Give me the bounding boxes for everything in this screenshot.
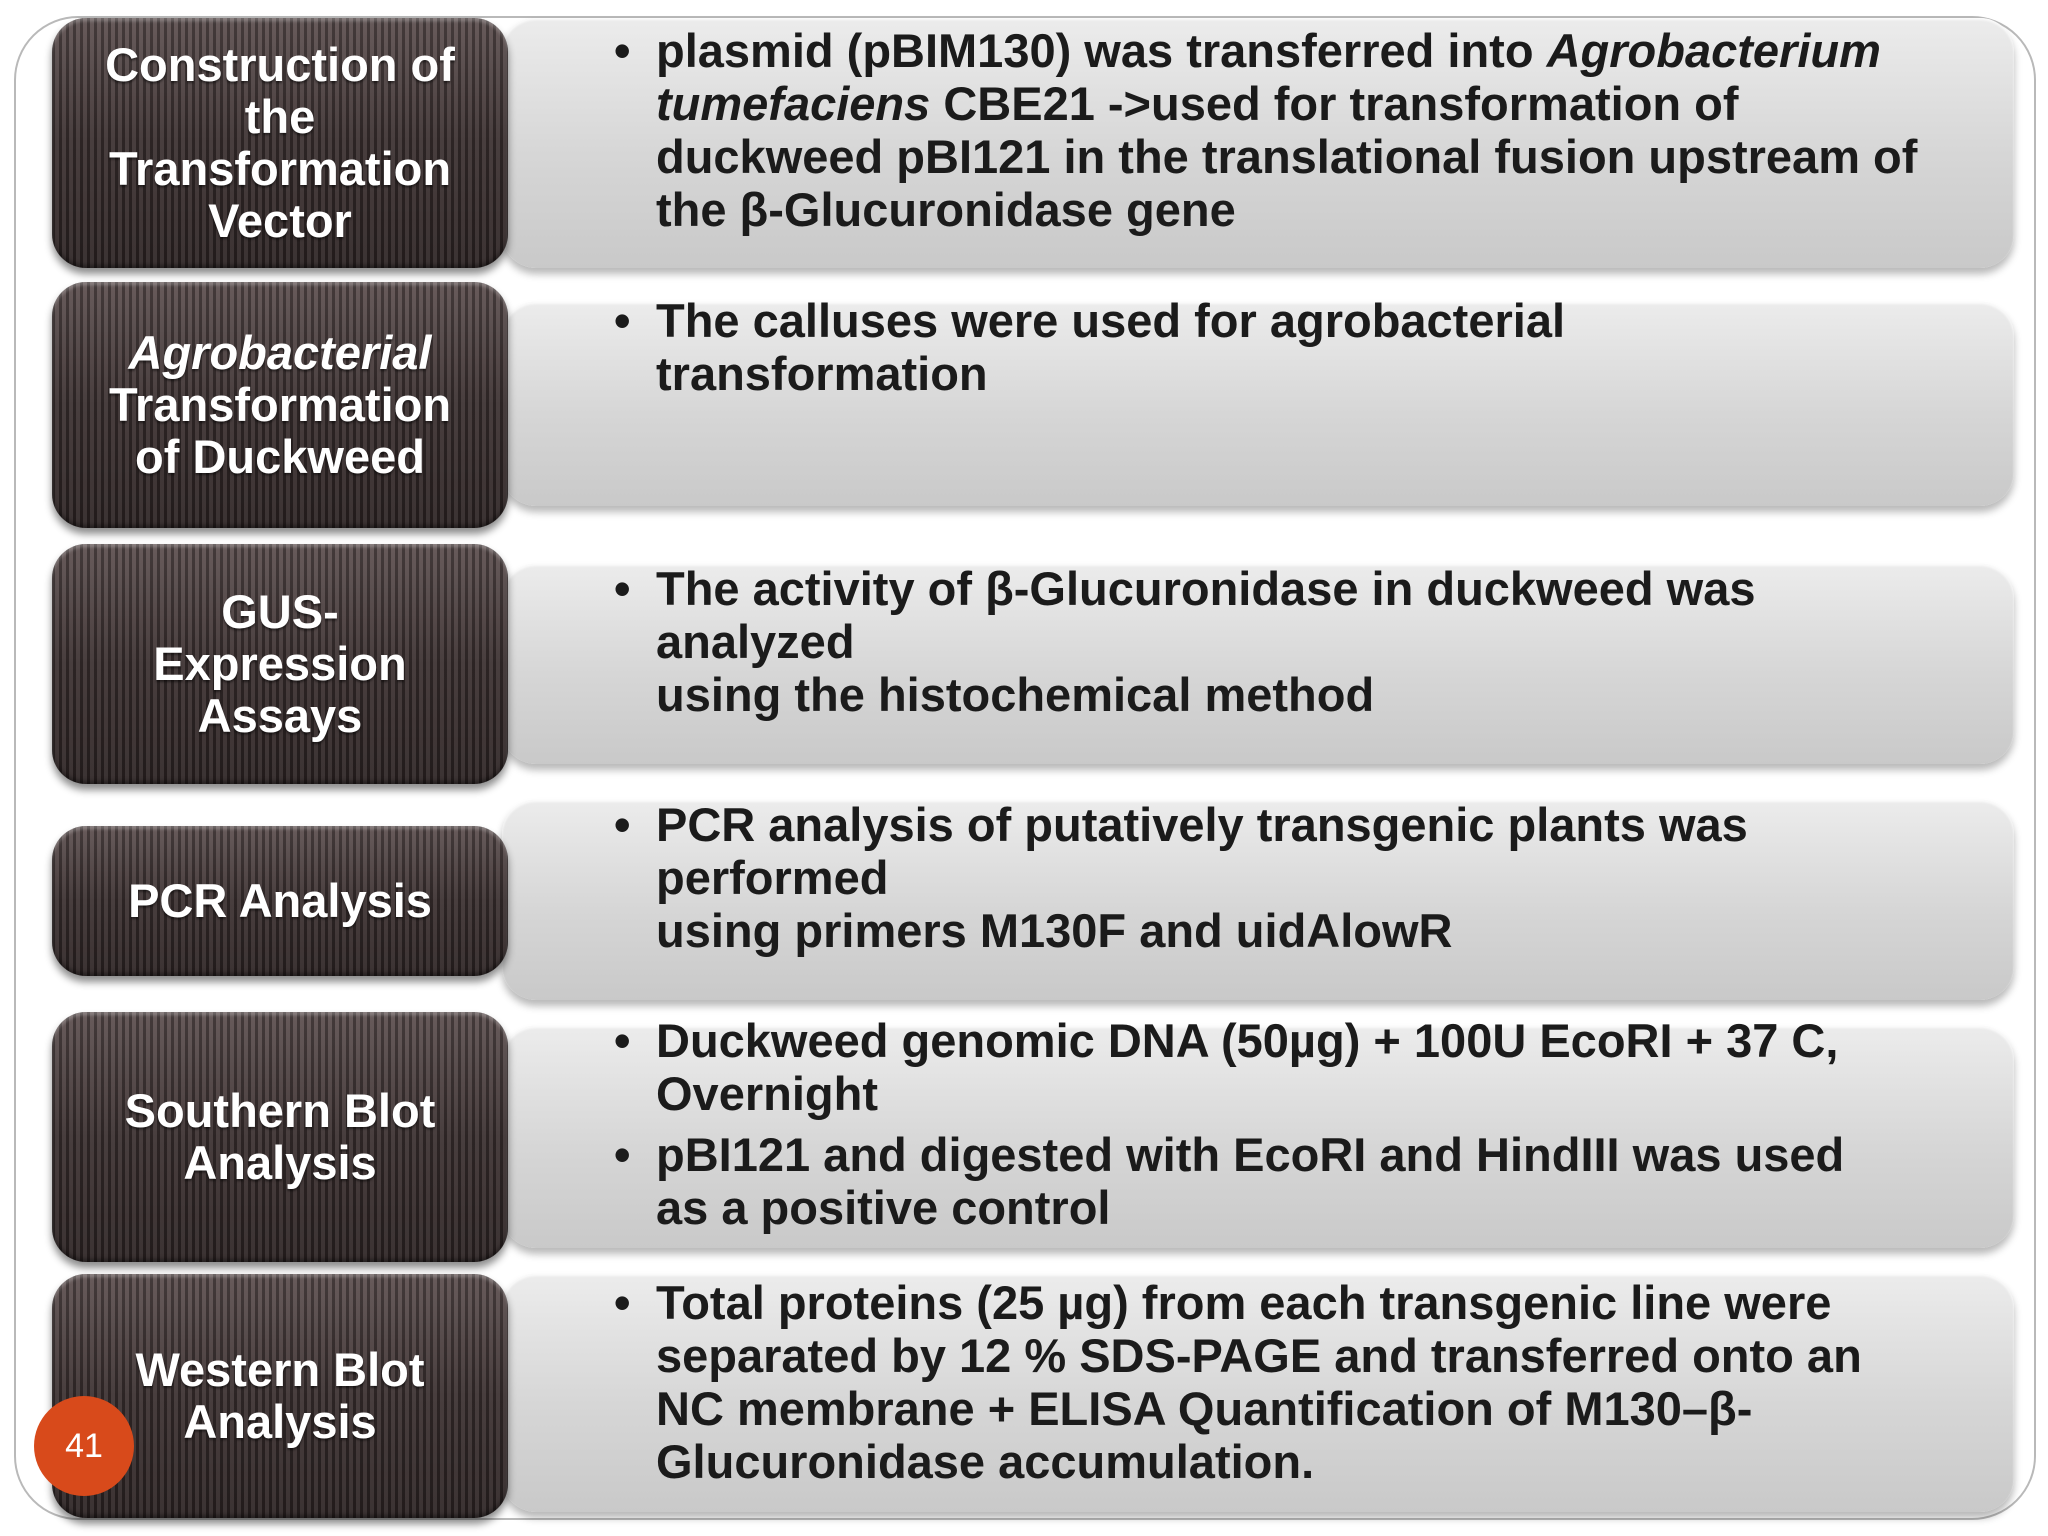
bullet-list: [614, 24, 1954, 244]
bullet-dot-icon: •: [614, 562, 631, 615]
row-label-line: Transformation: [108, 142, 452, 195]
bullet-dot-icon: •: [614, 294, 631, 347]
row-label-line: the: [244, 90, 316, 143]
row-construction: [52, 18, 2014, 268]
row-label: [52, 1274, 508, 1518]
bullet-dot-icon: •: [614, 1014, 631, 1067]
row-label: [52, 544, 508, 784]
row-label-line: Agrobacterial: [128, 326, 432, 379]
bullet-line: separated by 12 % SDS-PAGE and transferred onto an: [656, 1329, 1862, 1382]
bullet-item: [614, 1276, 1954, 1488]
bullet-line: as a positive control: [656, 1181, 1111, 1234]
bullet-dot-icon: •: [614, 24, 631, 77]
bullet-dot-icon: •: [614, 1128, 631, 1181]
bullet-list: [614, 562, 1954, 729]
slide-number-badge: 41: [34, 1396, 134, 1496]
bullet-line: performed: [656, 851, 889, 904]
bullet-line: Total proteins (25 µg) from each transgenic line were: [656, 1276, 1832, 1329]
row-label-line: Southern Blot: [124, 1084, 436, 1137]
bullet-line: Overnight: [656, 1067, 878, 1120]
bullet-item: [614, 562, 1954, 721]
row-label-line: PCR Analysis: [128, 874, 432, 927]
row-western-blot: [52, 1274, 2014, 1518]
bullet-item: [614, 1128, 1954, 1234]
bullet-item: [614, 1014, 1954, 1120]
row-label-line: Analysis: [183, 1136, 377, 1189]
bullet-line: The activity of β-Glucuronidase in duckweed was: [656, 562, 1756, 615]
row-agrobacterial: [52, 282, 2014, 528]
row-label-line: of Duckweed: [135, 430, 425, 483]
bullet-line: The calluses were used for agrobacterial: [656, 294, 1566, 347]
bullet-line: transformation: [656, 347, 988, 400]
bullet-item: [614, 24, 1954, 236]
row-pcr: [52, 800, 2014, 1000]
bullet-line: Duckweed genomic DNA (50µg) + 100U EcoRI + 37 C,: [656, 1014, 1839, 1067]
row-gus-expression: [52, 544, 2014, 784]
bullet-line: PCR analysis of putatively transgenic plants was: [656, 798, 1748, 851]
bullet-list: [614, 1276, 1954, 1496]
bullet-list: [614, 294, 1954, 408]
bullet-list: [614, 1014, 1954, 1242]
bullet-item: [614, 294, 1954, 400]
bullet-list: [614, 798, 1954, 965]
bullet-line: pBI121 and digested with EcoRI and HindIII was used: [656, 1128, 1845, 1181]
bullet-text: plasmid (pBIM130) was transferred into Agrobacterium tumefaciens CBE21 ->used for transformation of duckweed pBI121 in the translational fusion upstream of the β-Glucuronidase gene: [656, 24, 1918, 236]
row-label-line: Western Blot: [135, 1343, 425, 1396]
row-label-line: GUS-: [221, 585, 339, 638]
bullet-item: [614, 798, 1954, 957]
row-label-line: Transformation: [108, 378, 452, 431]
row-label-line: Vector: [208, 194, 352, 247]
bullet-line: using the histochemical method: [656, 668, 1375, 721]
row-label-line: Construction of: [105, 38, 455, 91]
row-label-line: Expression: [153, 637, 407, 690]
bullet-line: Glucuronidase accumulation.: [656, 1435, 1315, 1488]
bullet-line: using primers M130F and uidAlowR: [656, 904, 1453, 957]
bullet-line: analyzed: [656, 615, 855, 668]
bullet-dot-icon: •: [614, 1276, 631, 1329]
row-southern-blot: [52, 1012, 2014, 1262]
row-label: [52, 826, 508, 976]
bullet-dot-icon: •: [614, 798, 631, 851]
row-label-line: Analysis: [183, 1395, 377, 1448]
row-label: [52, 282, 508, 528]
row-label: [52, 1012, 508, 1262]
row-label: [52, 18, 508, 268]
bullet-line: NC membrane + ELISA Quantification of M130–β-: [656, 1382, 1753, 1435]
row-label-line: Assays: [197, 689, 363, 742]
